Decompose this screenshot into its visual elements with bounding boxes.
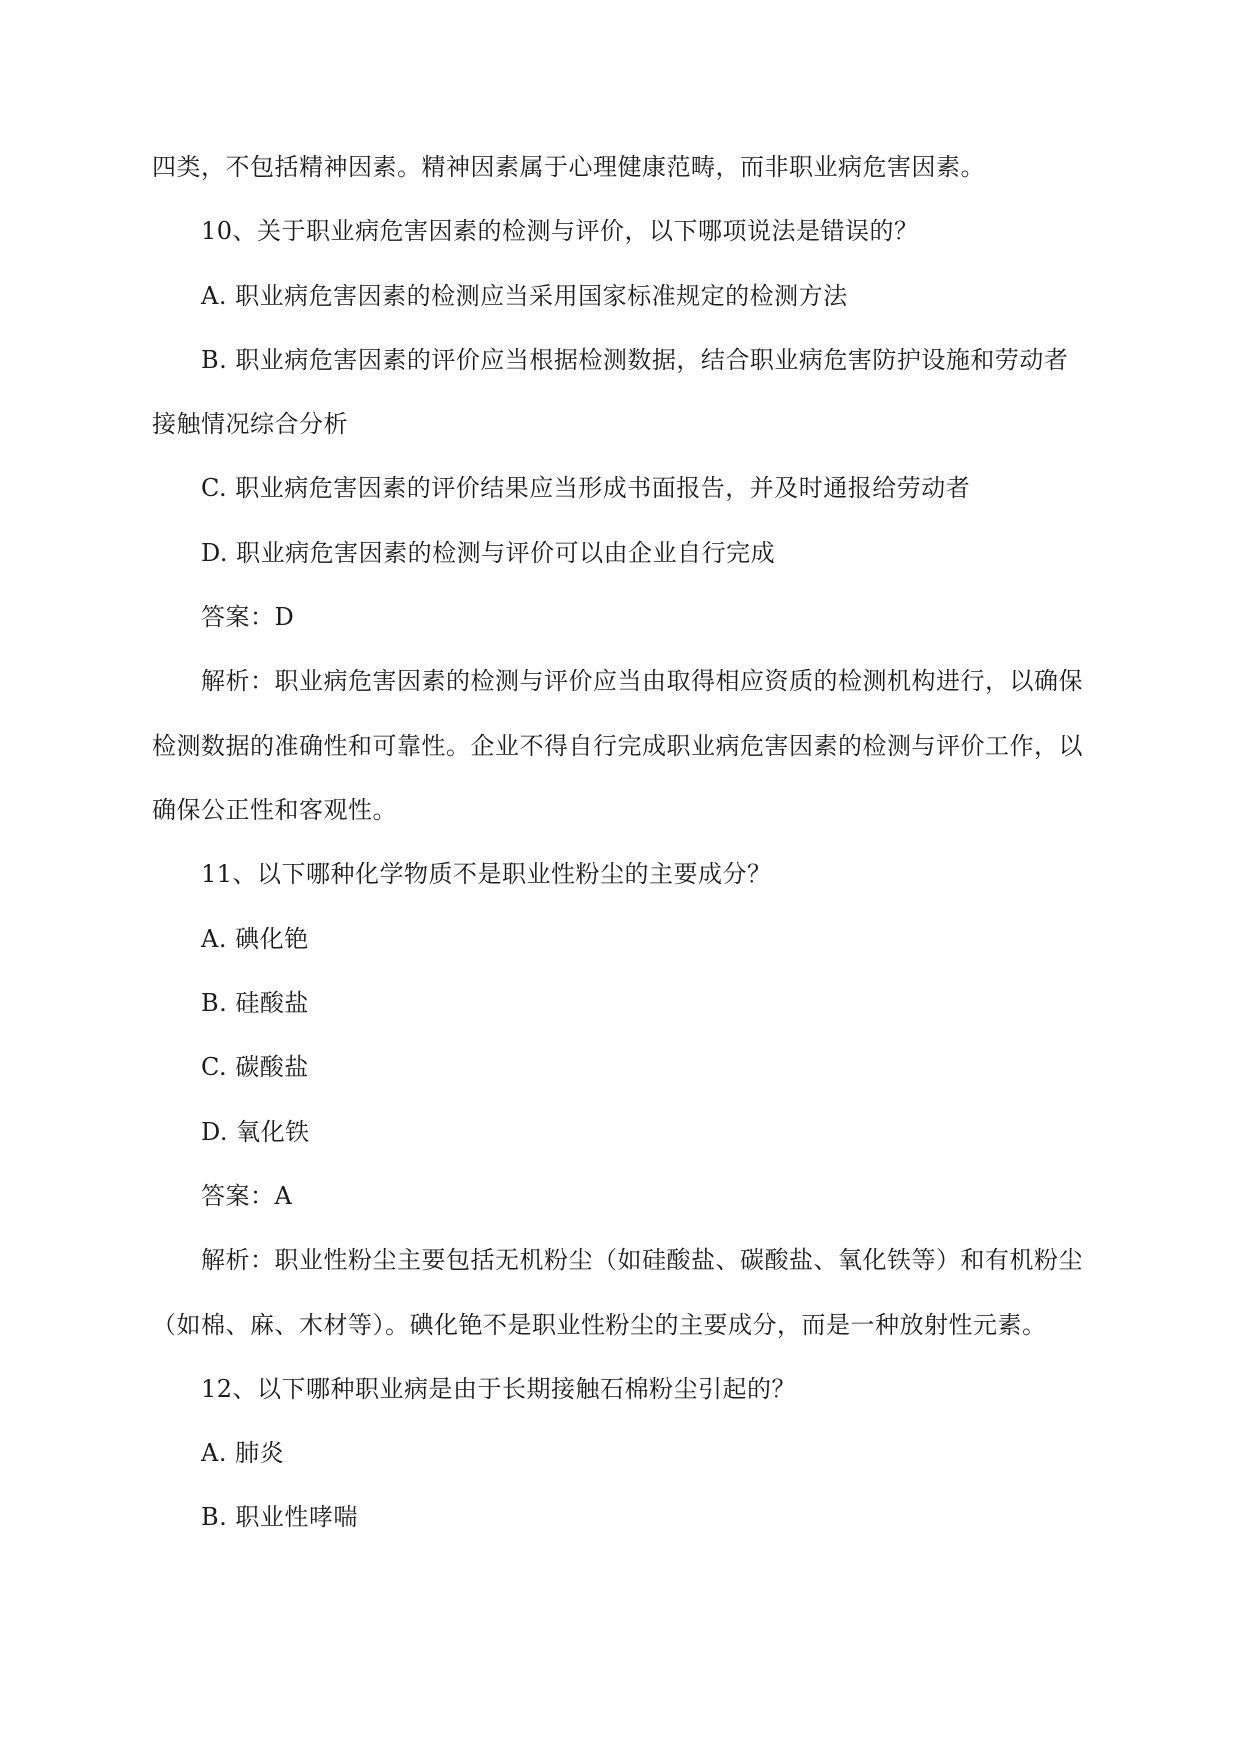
explanation-continued: 检测数据的准确性和可靠性。企业不得自行完成职业病危害因素的检测与评价工作，以 [152,732,1083,760]
option-b: B. 硅酸盐 [201,989,309,1017]
answer: 答案：A [201,1182,293,1210]
option-b: B. 职业病危害因素的评价应当根据检测数据，结合职业病危害防护设施和劳动者 [201,346,1069,374]
explanation-continued: （如棉、麻、木材等）。碘化铯不是职业性粉尘的主要成分，而是一种放射性元素。 [152,1311,1047,1339]
question-11: 11、以下哪种化学物质不是职业性粉尘的主要成分？ [201,860,772,888]
explanation: 解析：职业病危害因素的检测与评价应当由取得相应资质的检测机构进行，以确保 [201,667,1083,695]
option-c: C. 碳酸盐 [201,1053,309,1081]
option-c: C. 职业病危害因素的评价结果应当形成书面报告，并及时通报给劳动者 [201,474,971,502]
option-d: D. 职业病危害因素的检测与评价可以由企业自行完成 [201,539,776,567]
text-line: 四类，不包括精神因素。精神因素属于心理健康范畴，而非职业病危害因素。 [152,153,985,181]
option-a: A. 肺炎 [201,1439,285,1467]
option-b-continued: 接触情况综合分析 [152,410,348,438]
option-a: A. 职业病危害因素的检测应当采用国家标准规定的检测方法 [201,282,848,310]
option-b: B. 职业性哮喘 [201,1503,358,1531]
question-10: 10、关于职业病危害因素的检测与评价，以下哪项说法是错误的？ [201,217,919,245]
question-12: 12、以下哪种职业病是由于长期接触石棉粉尘引起的？ [201,1375,797,1403]
explanation-continued: 确保公正性和客观性。 [152,796,397,824]
answer: 答案：D [201,603,295,631]
option-a: A. 碘化铯 [201,925,309,953]
option-d: D. 氧化铁 [201,1118,310,1146]
explanation: 解析：职业性粉尘主要包括无机粉尘（如硅酸盐、碳酸盐、氧化铁等）和有机粉尘 [201,1246,1083,1274]
